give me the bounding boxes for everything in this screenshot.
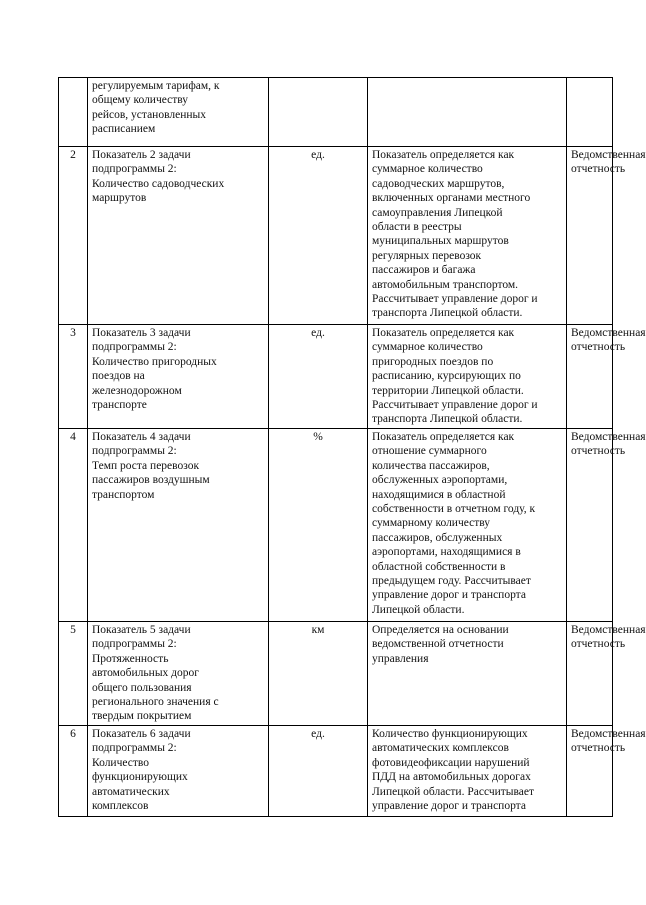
data-source: Ведомственная отчетность (567, 622, 613, 726)
table-row (59, 726, 613, 817)
indicator-name: Показатель 5 задачи подпрограммы 2: Протяженность автомобильных дорог общего пользования регионального значения с твердым покрытием (88, 622, 269, 726)
data-source: Ведомственная отчетность (567, 726, 613, 817)
unit-of-measure (269, 78, 368, 147)
indicators-table (58, 77, 646, 817)
indicator-name: Показатель 2 задачи подпрограммы 2: Количество садоводческих маршрутов (88, 147, 269, 325)
table-row (59, 622, 613, 726)
indicator-name: Показатель 3 задачи подпрограммы 2: Количество пригородных поездов на железнодорожном транспорте (88, 325, 269, 429)
unit-of-measure: ед. (269, 147, 368, 325)
row-number: 3 (59, 325, 88, 429)
indicator-name: регулируемым тарифам, к общему количеству рейсов, установленных расписанием (88, 78, 269, 147)
unit-of-measure: км (269, 622, 368, 726)
calculation-method: Количество функционирующих автоматических комплексов фотовидеофиксации нарушений ПДД на автомобильных дорогах Липецкой области. Рассчитывает управление дорог и транспорта (368, 726, 567, 817)
calculation-method: Определяется на основании ведомственной отчетности управления (368, 622, 567, 726)
unit-of-measure: ед. (269, 325, 368, 429)
unit-of-measure: ед. (269, 726, 368, 817)
row-number: 5 (59, 622, 88, 726)
calculation-method: Показатель определяется как суммарное количество пригородных поездов по расписанию, курсирующих по территории Липецкой области. Рассчитывает управление дорог и транспорта Липецкой области. (368, 325, 567, 429)
row-number: 2 (59, 147, 88, 325)
table-row (59, 78, 613, 147)
data-source: Ведомственная отчетность (567, 147, 613, 325)
row-number (59, 78, 88, 147)
table-row (59, 429, 613, 622)
data-source: Ведомственная отчетность (567, 429, 613, 622)
table-row (59, 325, 613, 429)
row-number: 6 (59, 726, 88, 817)
calculation-method: Показатель определяется как отношение суммарного количества пассажиров, обслуженных аэропортами, находящимися в областной собственности в отчетном году, к суммарному количеству пассажиров, обслуженных аэропортами, находящимися в областной собственности в предыдущем году. Рассчитывает управление дорог и транспорта Липецкой области. (368, 429, 567, 622)
row-number: 4 (59, 429, 88, 622)
table-row (59, 147, 613, 325)
indicator-name: Показатель 6 задачи подпрограммы 2: Количество функционирующих автоматических комплексов (88, 726, 269, 817)
indicator-name: Показатель 4 задачи подпрограммы 2: Темп роста перевозок пассажиров воздушным транспортом (88, 429, 269, 622)
unit-of-measure: % (269, 429, 368, 622)
data-source: Ведомственная отчетность (567, 325, 613, 429)
calculation-method (368, 78, 567, 147)
calculation-method: Показатель определяется как суммарное количество садоводческих маршрутов, включенных органами местного самоуправления Липецкой области в реестры муниципальных маршрутов регулярных перевозок пассажиров и багажа автомобильным транспортом. Рассчитывает управление дорог и транспорта Липецкой области. (368, 147, 567, 325)
data-source (567, 78, 613, 147)
